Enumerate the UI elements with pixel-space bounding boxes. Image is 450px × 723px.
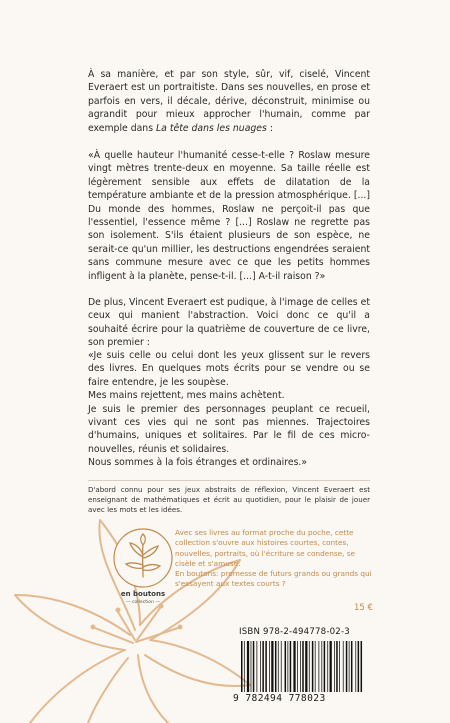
barcode-bar [281, 641, 282, 692]
barcode-bar [297, 641, 298, 692]
barcode-bar [336, 641, 338, 692]
barcode-bar [319, 641, 320, 692]
intro-end: : [266, 122, 273, 134]
intro-book-title: La tête dans les nuages [156, 122, 267, 134]
barcode-bar [315, 641, 316, 692]
barcode-bar [309, 641, 310, 692]
barcode-bar [330, 641, 332, 692]
barcode-bar [300, 641, 301, 692]
barcode-bar [265, 641, 267, 692]
barcode-bar [349, 641, 350, 692]
author-quote-line: Mes mains rejettent, mes mains achètent. [88, 390, 285, 402]
second-paragraph [88, 296, 370, 350]
barcode-bar [302, 641, 304, 692]
divider [88, 480, 370, 481]
barcode-bar [244, 641, 245, 692]
author-quote-line: Nous sommes à la fois étranges et ordinaires.» [88, 457, 308, 469]
barcode-bar [361, 641, 363, 692]
author-bio: D'abord connu pour ses jeux abstraits de réflexion, Vincent Everaert est enseignant de mathématiques et écrit au quotidien, pour le plaisir de jouer avec les mots et les idées. [88, 485, 370, 515]
barcode-bar [271, 641, 273, 692]
intro-paragraph [88, 68, 370, 135]
author-quote [88, 349, 370, 470]
barcode-bar [339, 641, 340, 692]
barcode-bar [321, 641, 322, 692]
barcode-bar [312, 641, 314, 692]
barcode-bar [253, 641, 255, 692]
barcode-bar [257, 641, 258, 692]
price: 15 € [354, 603, 373, 613]
barcode-bar [275, 641, 277, 692]
barcode-bar [251, 641, 252, 692]
barcode-bar [293, 641, 295, 692]
barcode-bar [346, 641, 348, 692]
barcode-bar [358, 641, 360, 692]
barcode-digits: 9 782494 778023 [233, 693, 326, 704]
collection-text: En boutons: promesse de futurs grands ou grands qui s'essayent aux textes courts ? [175, 569, 372, 589]
barcode-bar [262, 641, 264, 692]
author-quote-line: Je suis le premier des personnages peuplant ce recueil, vivant ces vies qui ne sont pas miennes. Trajectoires d'humains, uniques et solitaires. Par le fil de ces micro-nouvelles, réunis et solidaires. [88, 403, 370, 455]
barcode-bar [278, 641, 279, 692]
barcode-bar [327, 641, 328, 692]
barcode-bar [285, 641, 287, 692]
second-paragraph-text: De plus, Vincent Everaert est pudique, à l'image de celles et ceux qui manient l'abstraction. Voici donc ce qu'il a souhaité écrire pour la quatrième de couverture de ce livre, son premier : [88, 297, 370, 349]
barcode-bar [260, 641, 261, 692]
barcode-bar [305, 641, 307, 692]
barcode-bar [241, 641, 243, 692]
barcode-bar [290, 641, 292, 692]
collection-description [175, 528, 373, 590]
barcode [241, 641, 372, 692]
excerpt-quote [88, 149, 370, 283]
barcode-bar [351, 641, 353, 692]
isbn-label: ISBN 978-2-494778-02-3 [239, 627, 350, 637]
collection-text: Avec ses livres au format proche du poche, cette collection s'ouvre aux histoires courtes, contes, nouvelles, portraits, où l'écriture se condense, se cisèle et s'amuse. [175, 528, 356, 568]
barcode-bar [343, 641, 344, 692]
author-quote-line: «Je suis celle ou celui dont les yeux glissent sur le revers des livres. En quelques mots écrits pour se vendre ou se faire entendre, je les soupèse. [88, 350, 370, 388]
barcode-bar [288, 641, 289, 692]
barcode-bar [247, 641, 249, 692]
barcode-bar [324, 641, 326, 692]
logo-title: en boutons [120, 590, 166, 598]
barcode-bar [269, 641, 270, 692]
excerpt-quote-text: «À quelle hauteur l'humanité cesse-t-elle ? Roslaw mesure vingt mètres trente-deux en moyenne. Sa taille réelle est légèrement sensible aux effets de dilatation de la température ambiante et de la pression atmosphérique. [...] Du monde des hommes, Roslaw ne perçoit-il pas que l'essentiel, l'essence même ? [...] Roslaw ne regrette pas son isolement. S'ils étaient plusieurs de son espèce, ne serait-ce qu'un millier, les destructions engendrées seraient sans commune mesure avec ce que les petits hommes infligent à la planète, pense-t-il. [...] A-t-il raison ?» [88, 150, 370, 282]
logo-subtitle: — collection — [125, 600, 161, 605]
en-boutons-logo [112, 527, 174, 589]
barcode-bar [355, 641, 356, 692]
intro-text: À sa manière, et par son style, sûr, vif, ciselé, Vincent Everaert est un portraitiste. Dans ses nouvelles, en prose et parfois en vers, il décale, dérive, déconstruit, minimise ou agrandit pour mieux approcher l'humain, comme par exemple dans [88, 69, 370, 134]
barcode-bar [334, 641, 335, 692]
